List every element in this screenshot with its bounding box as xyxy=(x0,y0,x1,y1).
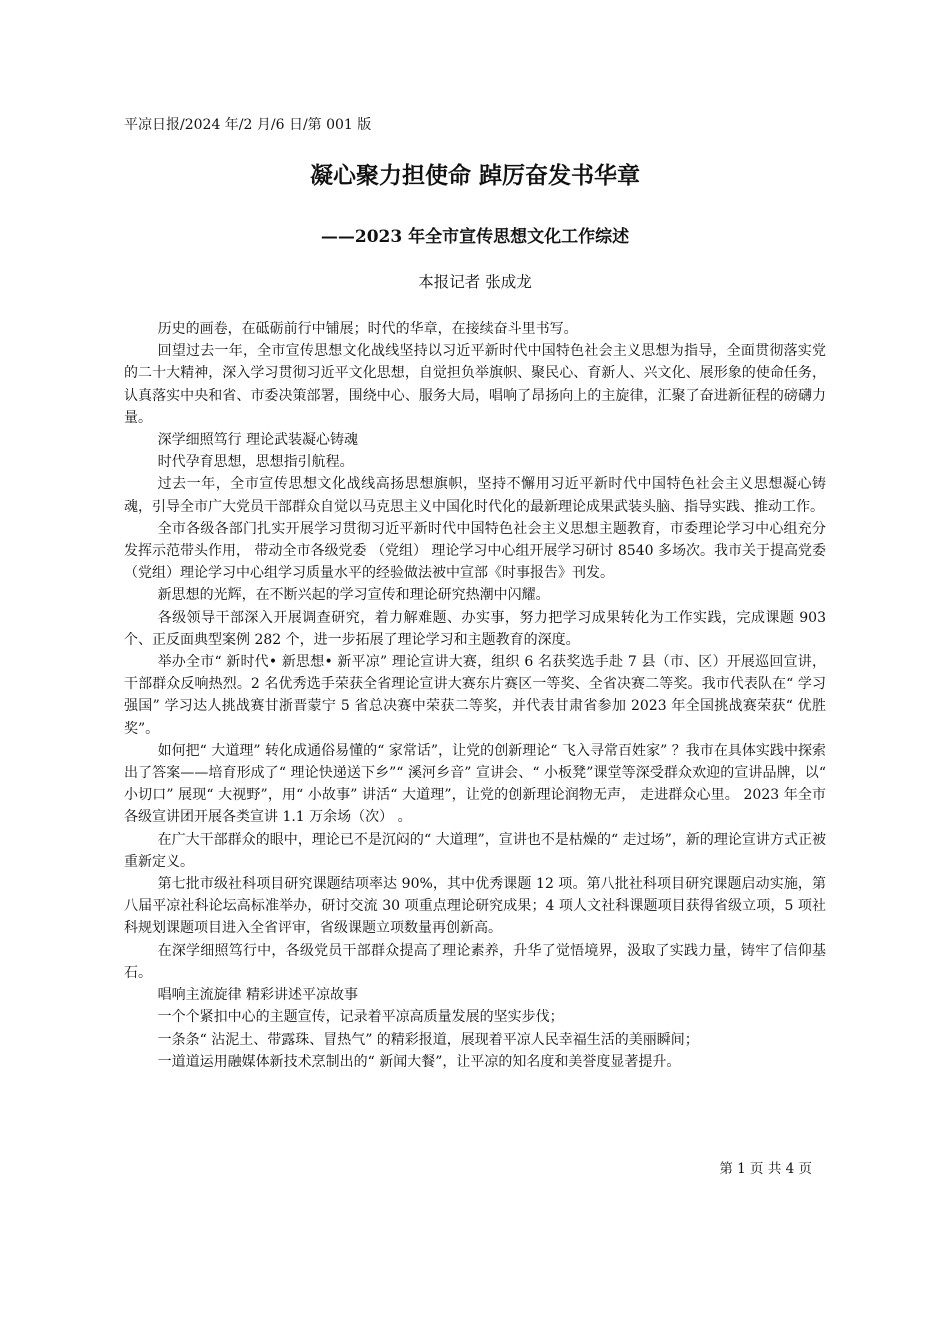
page-number: 第 1 页 共 4 页 xyxy=(719,1161,812,1177)
paragraph: 如何把“ 大道理” 转化成通俗易懂的“ 家常话”，让党的创新理论“ 飞入寻常百姓家” ？我市在具体实践中探索出了答案——培育形成了“ 理论快递送下乡”“ 溪河乡音” 宣讲会、“ 小板凳”课堂等深受群众欢迎的宣讲品牌，以“ 小切口” 展现“ 大视野”，用“ 小故事” 讲活“ 大道理”，让党的创新理论润物无声， 走进群众心里。 2023 年全市各级宣讲团开展各类宣讲 1.1 万余场（次） 。 xyxy=(124,742,826,826)
paragraph: 第七批市级社科项目研究课题结项率达 90%，其中优秀课题 12 项。第八批社科项目研究课题启动实施，第八届平凉社科论坛高标准举办，研讨交流 30 项重点理论研究成果；4 项人文社科课题项目获得省级立项，5 项社科规划课题项目进入全省评审，省级课题立项数量再创新高。 xyxy=(124,876,826,937)
paragraph: 在深学细照笃行中，各级党员干部群众提高了理论素养，升华了觉悟境界，汲取了实践力量，铸牢了信仰基石。 xyxy=(124,942,826,981)
section-heading: 唱响主流旋律 精彩讲述平凉故事 xyxy=(157,987,359,1004)
article-title: 凝心聚力担使命 踔厉奋发书华章 xyxy=(309,162,640,189)
paragraph: 一个个紧扣中心的主题宣传，记录着平凉高质量发展的坚实步伐； xyxy=(157,1009,564,1026)
newspaper-source-line: 平凉日报/2024 年/2 月/6 日/第 001 版 xyxy=(124,117,372,133)
article-body xyxy=(124,318,826,1073)
paragraph: 在广大干部群众的眼中，理论已不是沉闷的“ 大道理”，宣讲也不是枯燥的“ 走过场”，新的理论宣讲方式正被重新定义。 xyxy=(124,831,826,870)
paragraph: 新思想的光辉，在不断兴起的学习宣传和理论研究热潮中闪耀。 xyxy=(157,587,550,604)
paragraph: 一道道运用融媒体新技术烹制出的“ 新闻大餐”，让平凉的知名度和美誉度显著提升。 xyxy=(157,1053,681,1070)
article-byline: 本报记者 张成龙 xyxy=(418,273,532,291)
paragraph: 过去一年，全市宣传思想文化战线高扬思想旗帜，坚持不懈用习近平新时代中国特色社会主义思想凝心铸魂，引导全市广大党员干部群众自觉以马克思主义中国化时代化的最新理论成果武装头脑、指导实践、推动工作。 xyxy=(124,476,826,515)
paragraph: 时代孕育思想，思想指引航程。 xyxy=(157,454,354,471)
article-subtitle: ——2023 年全市宣传思想文化工作综述 xyxy=(320,227,630,247)
section-heading: 深学细照笃行 理论武装凝心铸魂 xyxy=(157,432,359,449)
paragraph: 历史的画卷，在砥砺前行中铺展；时代的华章，在接续奋斗里书写。 xyxy=(157,321,578,337)
paragraph: 举办全市“ 新时代• 新思想• 新平凉” 理论宣讲大赛，组织 6 名获奖选手赴 7 县（市、区）开展巡回宣讲，干部群众反响热烈。2 名优秀选手荣获全省理论宣讲大赛东片赛区一等奖、全省决赛二等奖。我市代表队在“ 学习强国” 学习达人挑战赛甘浙晋蒙宁 5 省总决赛中荣获二等奖，并代表甘肃省参加 2023 年全国挑战赛荣获“ 优胜奖”。 xyxy=(124,654,826,737)
paragraph: 各级领导干部深入开展调查研究，着力解难题、办实事，努力把学习成果转化为工作实践，完成课题 903 个、正反面典型案例 282 个，进一步拓展了理论学习和主题教育的深度。 xyxy=(124,609,826,648)
paragraph: 回望过去一年，全市宣传思想文化战线坚持以习近平新时代中国特色社会主义思想为指导，全面贯彻落实党的二十大精神，深入学习贯彻习近平文化思想，自觉担负举旗帜、聚民心、育新人、兴文化、展形象的使命任务，认真落实中央和省、市委决策部署，围绕中心、服务大局，唱响了昂扬向上的主旋律，汇聚了奋进新征程的磅礴力量。 xyxy=(124,343,826,426)
paragraph: 全市各级各部门扎实开展学习贯彻习近平新时代中国特色社会主义思想主题教育，市委理论学习中心组充分发挥示范带头作用， 带动全市各级党委 （党组） 理论学习中心组开展学习研讨 8540 多场次。我市关于提高党委（党组）理论学习中心组学习质量水平的经验做法被中宣部《时事报告》刊发。 xyxy=(124,520,826,582)
paragraph: 一条条“ 沾泥土、带露珠、冒热气” 的精彩报道，展现着平凉人民幸福生活的美丽瞬间； xyxy=(157,1031,699,1048)
